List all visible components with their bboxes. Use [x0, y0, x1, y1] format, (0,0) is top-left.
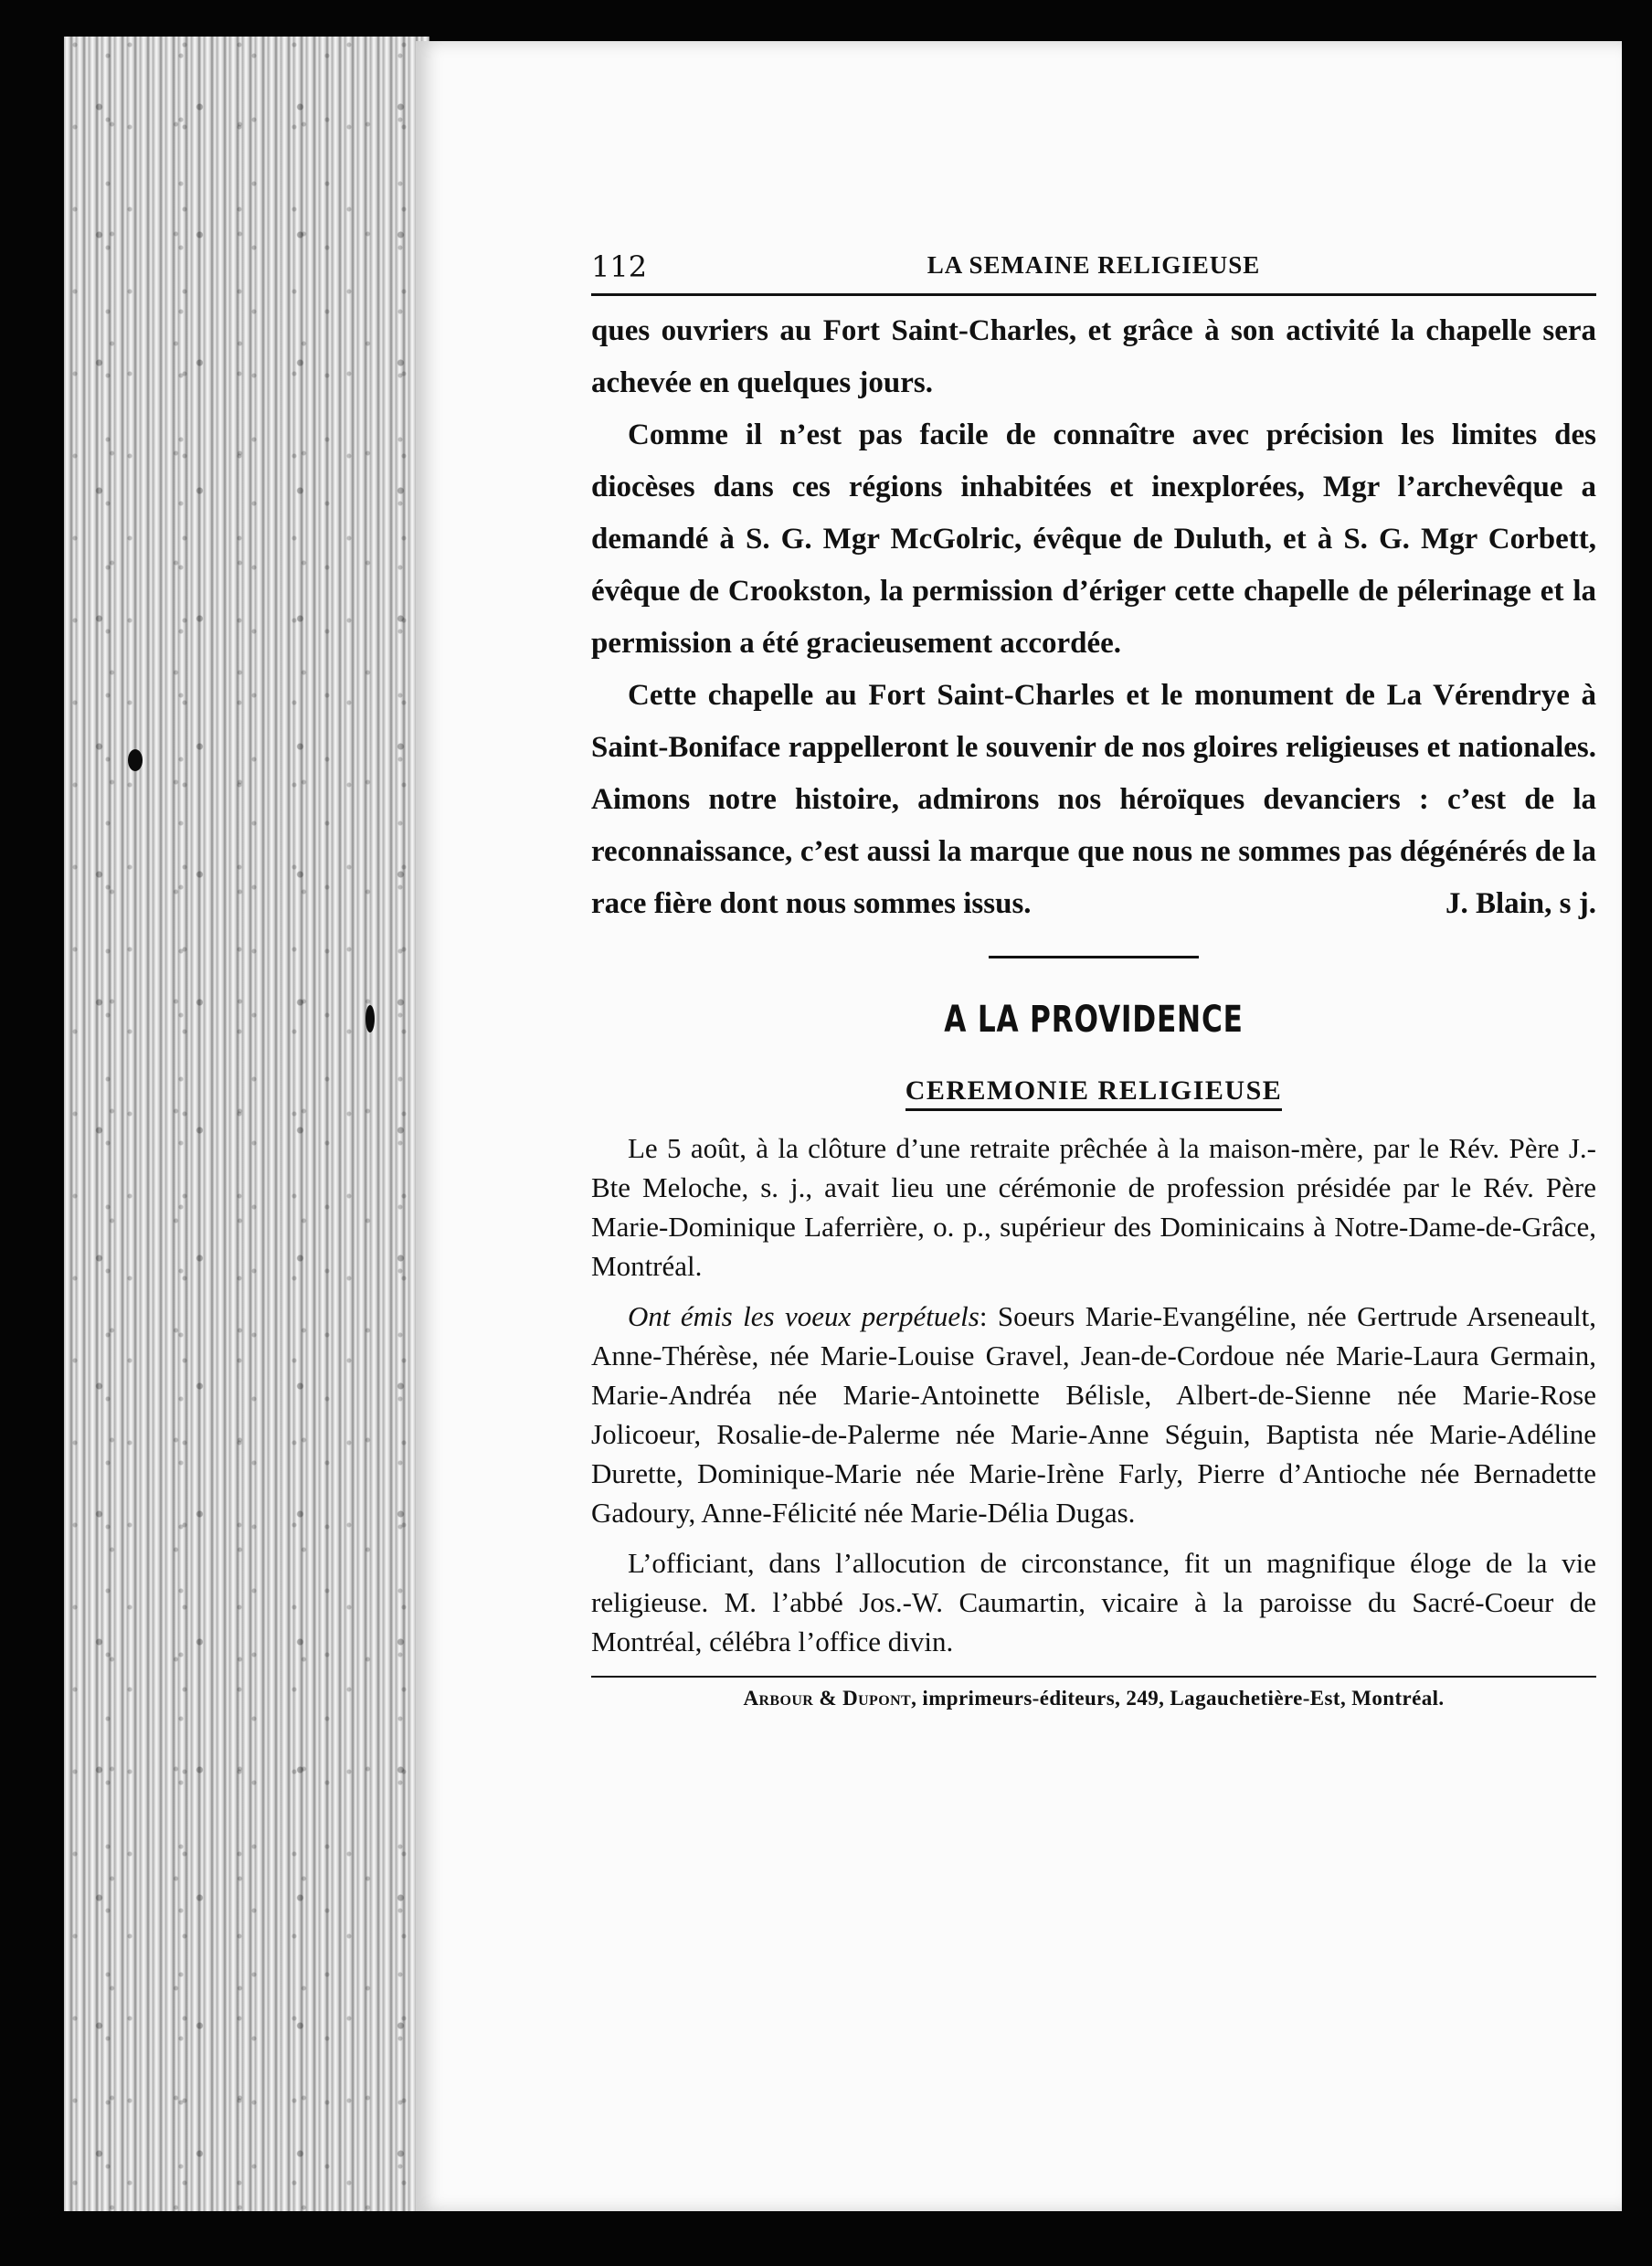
article-paragraph: Cette chapelle au Fort Saint-Charles et le monument de La Vérendrye à Saint-Boniface rappelleront le souvenir de nos gloires religieuses et nationales. Aimons notre histoire, admirons nos héroïques devanciers : c’est de la reconnaissance, c’est aussi la marque que nous ne sommes pas dégénérés de la race fière dont nous sommes issus.: [591, 679, 1596, 920]
section-divider: [989, 956, 1199, 958]
book-page-edges: [64, 37, 429, 2211]
paragraph-rest: : Soeurs Marie-Evangéline, née Gertrude Arseneault, Anne-Thérèse, née Marie-Louise Gravel, Jean-de-Cordoue née Marie-Laura Germain, Marie-Andréa née Marie-Antoinette Bélisle, Albert-de-Sienne née Marie-Rose Jolicoeur, Rosalie-de-Palerme née Marie-Anne Séguin, Baptista née Marie-Adéline Durette, Dominique-Marie née Marie-Irène Farly, Pierre d’Antioche née Bernadette Gadoury, Anne-Félicité née Marie-Délia Dugas.: [591, 1300, 1596, 1529]
article-paragraph: ques ouvriers au Fort Saint-Charles, et grâce à son activité la chapelle sera achevée en quelques jours.: [591, 314, 1596, 399]
section-subtitle-text: CEREMONIE RELIGIEUSE: [905, 1075, 1283, 1111]
printer-footer: [591, 1676, 1596, 1710]
running-title: LA SEMAINE RELIGIEUSE: [927, 251, 1261, 279]
article-paragraph: [591, 1297, 1596, 1532]
printer-address: , imprimeurs-éditeurs, 249, Lagauchetière-Est, Montréal.: [911, 1687, 1445, 1710]
article-paragraph: Le 5 août, à la clôture d’une retraite prêchée à la maison-mère, par le Rév. Père J.-Bte Meloche, s. j., avait lieu une cérémonie de profession présidée par le Rév. Père Marie-Dominique Laferrière, o. p., supérieur des Dominicains à Notre-Dame-de-Grâce, Montréal.: [591, 1132, 1596, 1282]
article-paragraph: L’officiant, dans l’allocution de circonstance, fit un magnifique éloge de la vie religieuse. M. l’abbé Jos.-W. Caumartin, vicaire à la paroisse du Sacré-Coeur de Montréal, célébra l’office divin.: [591, 1547, 1596, 1657]
page-content: [591, 240, 1596, 1710]
author-signature: J. Blain, s j.: [1445, 887, 1596, 920]
page-number: 112: [591, 249, 648, 284]
page-header: [591, 240, 1596, 296]
article-paragraph: Comme il n’est pas facile de connaître avec précision les limites des diocèses dans ces régions inhabitées et inexplorées, Mgr l’archevêque a demandé à S. G. Mgr McGolric, évêque de Duluth, et à S. G. Mgr Corbett, évêque de Crookston, la permission d’ériger cette chapelle de pélerinage et la permission a été gracieusement accordée.: [591, 418, 1596, 660]
italic-lead: Ont émis les voeux perpétuels: [628, 1300, 980, 1332]
page: [416, 41, 1622, 2211]
ink-blot: [365, 1005, 375, 1032]
section-title: A LA PROVIDENCE: [944, 999, 1244, 1041]
printer-name: Arbour & Dupont: [743, 1687, 912, 1710]
ink-blot: [128, 749, 143, 771]
section-subtitle: [591, 1075, 1596, 1107]
